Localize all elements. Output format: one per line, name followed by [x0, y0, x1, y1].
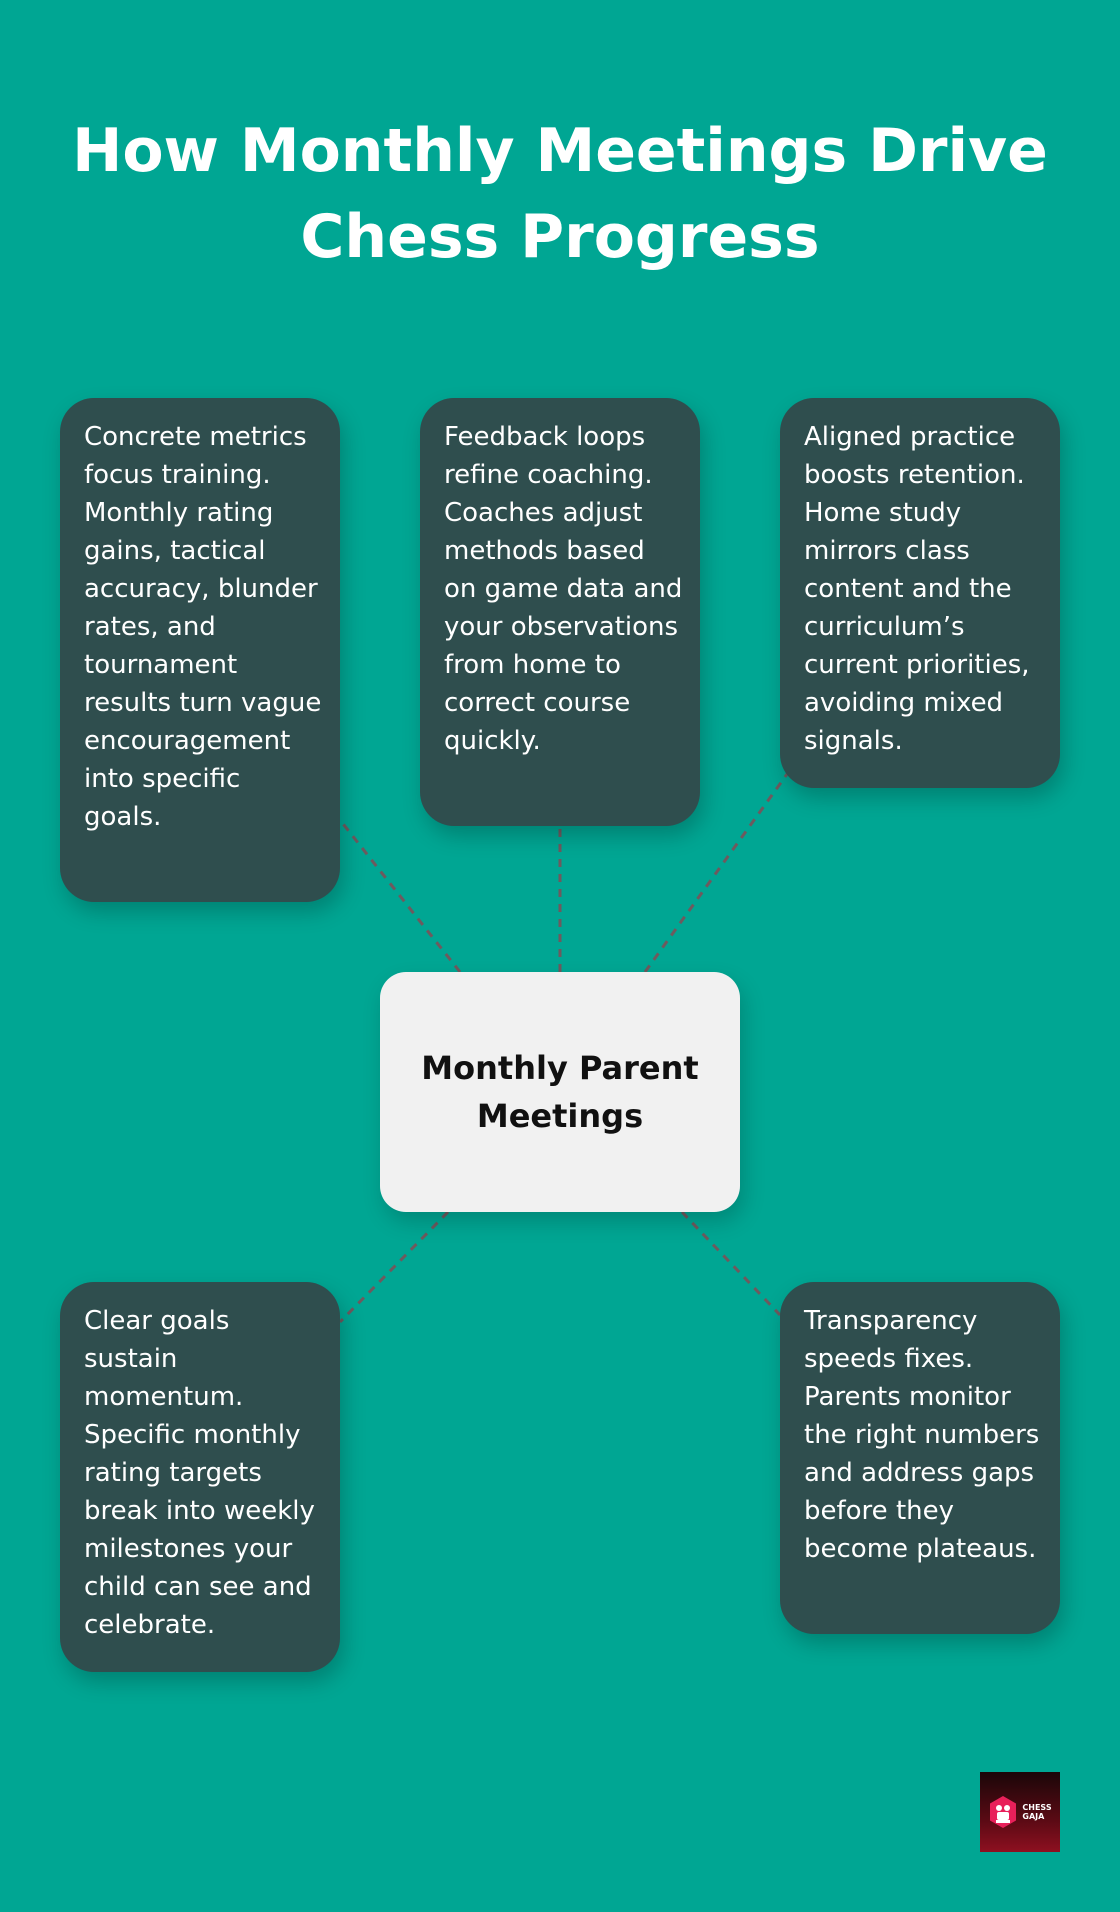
- page-title: How Monthly Meetings Drive Chess Progress: [72, 116, 1048, 272]
- node-text: Aligned practice boosts retention. Home study mirrors class content and the curriculum’s current priorities, avoiding mixed signals.: [804, 422, 1030, 756]
- node-text: Transparency speeds fixes. Parents monitor the right numbers and address gaps before they become plateaus.: [804, 1306, 1040, 1564]
- logo-line-2: GAJA: [1022, 1812, 1045, 1821]
- chess-badge-icon: [988, 1795, 1018, 1829]
- center-node: [380, 972, 740, 1212]
- connector-line-4: [340, 1212, 448, 1322]
- node-aligned-practice: [780, 398, 1060, 788]
- logo-line-1: CHESS: [1022, 1803, 1052, 1812]
- node-text: Feedback loops refine coaching. Coaches adjust methods based on game data and your observations from home to correct course quickly.: [444, 422, 683, 756]
- node-concrete-metrics: [60, 398, 340, 902]
- node-text: Concrete metrics focus training. Monthly rating gains, tactical accuracy, blunder rates, and tournament results turn vague encouragement into specific goals.: [84, 422, 322, 832]
- node-clear-goals: [60, 1282, 340, 1672]
- center-node-label: Monthly Parent Meetings: [421, 1049, 699, 1135]
- connector-line-5: [682, 1212, 780, 1315]
- connector-line-1: [340, 820, 460, 972]
- node-text: Clear goals sustain momentum. Specific monthly rating targets break into weekly milestones your child can see and celebrate.: [84, 1306, 315, 1640]
- node-feedback-loops: [420, 398, 700, 826]
- node-transparency: [780, 1282, 1060, 1634]
- chessgaja-logo: [980, 1772, 1060, 1852]
- logo-wordmark: [1022, 1803, 1051, 1821]
